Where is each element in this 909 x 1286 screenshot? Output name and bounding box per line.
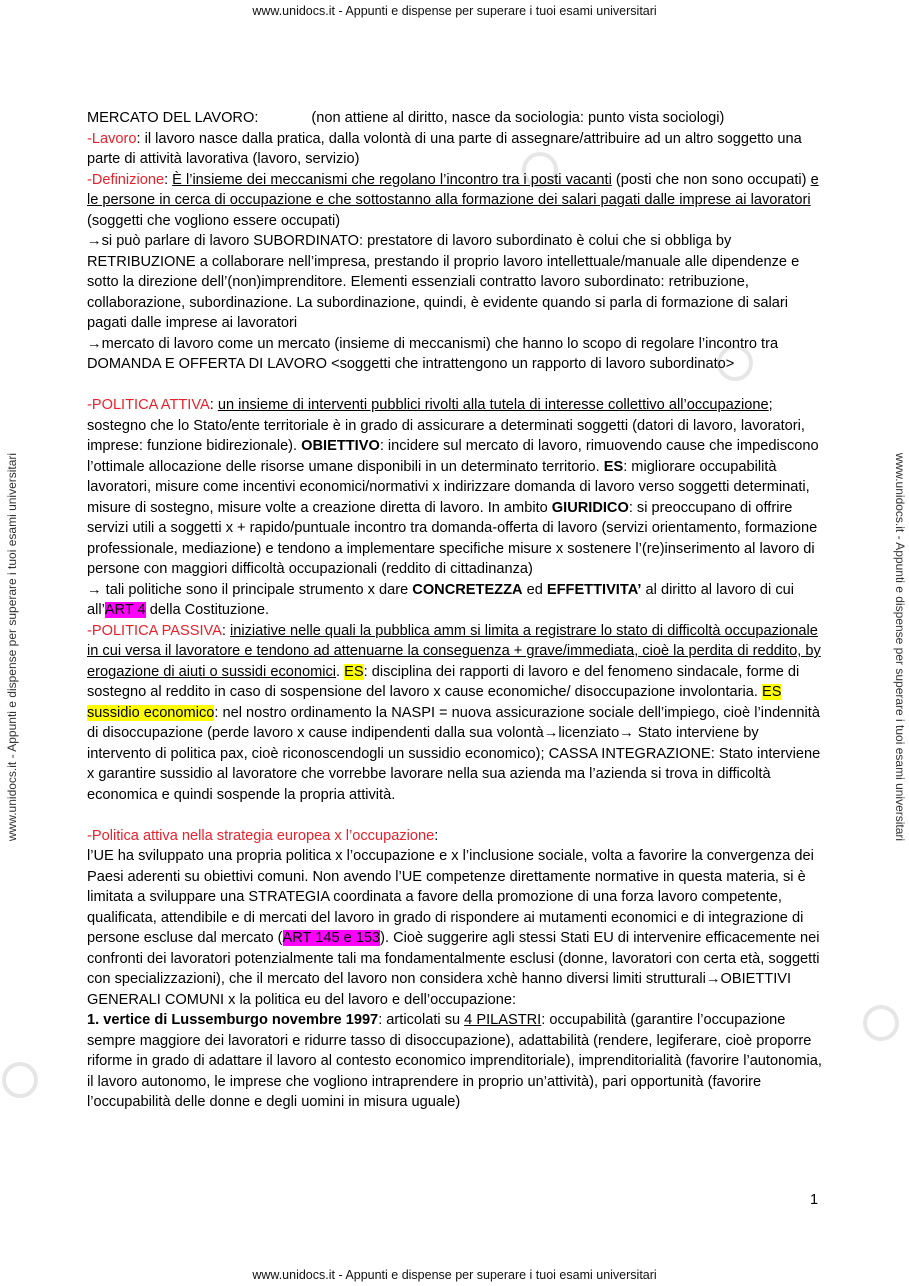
text: : (164, 171, 173, 188)
text: (posti che non sono occupati) (611, 171, 811, 188)
page-title: MERCATO DEL LAVORO: (87, 110, 259, 126)
title-note: (non attiene al diritto, nasce da sociologia: punto vista sociologi) (311, 110, 725, 126)
text: ). Cioè suggerire agli stessi Stati EU di intervenire efficacemente nei confronti dei lavoratori potenzialmente tali ma fondamentalmente esclusi (donne, lavoratori con certa età, soggetti con specializzazioni), che il mercato del lavoro non considera xchè hanno diversi limiti strutturali (87, 930, 820, 987)
side-watermark-right: www.unidocs.it - Appunti e dispense per superare i tuoi esami universitari (893, 452, 907, 842)
paragraph-politica-attiva (87, 395, 822, 580)
text: si può parlare di lavoro SUBORDINATO: prestatore di lavoro subordinato è colui che si obbliga by RETRIBUZIONE a collaborare nell’impresa, prestando il proprio lavoro intellettuale/manuale alle dipendenze e sotto la direzione dell’(non)imprenditore. Elementi essenziali contratto lavoro subordinato: retribuzione, collaborazione, subordinazione. La subordinazione, quindi, è evidente quando si parla di formazione di salari pagati dalle imprese ai lavoratori (87, 233, 800, 331)
label-politica-passiva: -POLITICA PASSIVA (87, 622, 222, 639)
text: (soggetti che vogliono essere occupati) (87, 212, 341, 229)
text: ; sostegno che lo Stato/ente territoriale è in grado di assicurare a determinati soggetti (datori di lavoro, lavoratori, imprese: funzione bidirezionale). (87, 397, 805, 454)
underlined-text: e le persone in cerca di occupazione e che sottostanno alla formazione dei salari pagati dalle imprese ai lavoratori (87, 171, 819, 208)
highlight-es: ES (344, 663, 364, 680)
arrow-icon: → (87, 335, 102, 352)
text: della Costituzione. (145, 602, 269, 618)
label-lavoro: -Lavoro (87, 130, 137, 147)
bold-label: ES (603, 458, 624, 475)
watermark-logo-icon (2, 1062, 38, 1098)
text: : (209, 397, 218, 413)
side-watermark-left: www.unidocs.it - Appunti e dispense per superare i tuoi esami universitari (5, 452, 19, 842)
bold-label: OBIETTIVO (301, 438, 380, 454)
footer-banner: www.unidocs.it - Appunti e dispense per superare i tuoi esami universitari (252, 1268, 657, 1282)
label-strategia-europea: -Politica attiva nella strategia europea x l’occupazione (87, 827, 435, 844)
header-banner: www.unidocs.it - Appunti e dispense per superare i tuoi esami universitari (252, 4, 657, 18)
underlined-text: iniziative nelle quali la pubblica amm si limita a registrare lo stato di difficoltà occupazionale in cui versa il lavoratore e tendono ad attenuarne la conseguenza + grave/immediata, cioè la perdita di reddito, by erogazione di aiuti o sussidi economici (87, 622, 821, 680)
title-line (87, 108, 822, 129)
arrow-icon: → (705, 971, 721, 987)
underlined-text: È l’insieme dei meccanismi che regolano l’incontro tra i posti vacanti (172, 171, 612, 188)
text: : occupabilità (garantire l’occupazione sempre maggiore dei lavoratori e ridurre tasso di disoccupazione), adattabilità (rendere, legiferare, cioè proporre riforme in grado di adattare il lavoro al contesto economico imprenditoriale), imprenditorialità (favorire l’autonomia, il lavoro autonomo, le imprese che vogliono intraprendere in proprio un’attività), pari opportunità (favorire l’occupabilità delle donne e degli uomini in misura uguale) (87, 1012, 822, 1110)
text: : (221, 622, 231, 639)
text: mercato di lavoro come un mercato (insieme di meccanismi) che hanno lo scopo di regolare l’incontro tra DOMANDA E OFFERTA DI LAVORO <soggetti che intrattengono un rapporto di lavoro subordinato> (87, 335, 779, 372)
underlined-text: un insieme di interventi pubblici rivolti alla tutela di interesse collettivo all’occupazione (217, 397, 769, 413)
paragraph-definizione (87, 170, 822, 232)
bold-label: EFFETTIVITA’ (546, 581, 642, 598)
paragraph-mercato (87, 334, 822, 375)
paragraph-vertice (87, 1010, 822, 1113)
document-body (87, 108, 822, 1113)
highlight-art145: ART 145 e 153 (282, 930, 381, 946)
text: l’UE ha sviluppato una propria politica x l’occupazione e x l’inclusione sociale, volta a favorire la convergenza dei Paesi aderenti su obiettivi comuni. Non avendo l’UE competenze direttamente normative in questa materia, si è limitata a sviluppare una STRATEGIA coordinata a favore della promozione di una forza lavoro competente, qualificata, attendibile e di mercati del lavoro in grado di rispondere ai mutamenti economici e di integrazione di persone escluse dal mercato ( (87, 848, 814, 946)
arrow-icon: → (87, 233, 102, 249)
watermark-logo-icon (863, 1005, 899, 1041)
text: : incidere sul mercato di lavoro, rimuovendo cause che impediscono l’ottimale allocazione delle risorse umane disponibili in un determinato territorio. (87, 438, 819, 475)
paragraph-subordinato (87, 231, 822, 334)
text: tali politiche sono il principale strumento x dare (101, 581, 413, 598)
text: al diritto al lavoro di cui all’ (87, 581, 794, 618)
arrow-icon: → (87, 581, 102, 598)
text: ed (522, 581, 547, 598)
label-politica-attiva: -POLITICA ATTIVA (87, 397, 210, 413)
highlight-es-sussidio: ES sussidio economico (87, 684, 782, 721)
paragraph-lavoro (87, 129, 822, 170)
highlight-art4: ART 4 (104, 602, 146, 618)
text: . (336, 663, 345, 680)
paragraph-strategia-europea-heading (87, 826, 822, 847)
paragraph-strategia-europea (87, 846, 822, 1010)
text: : (434, 827, 439, 844)
paragraph-strumento (87, 580, 822, 621)
page-number: 1 (810, 1192, 819, 1208)
bold-label: 1. vertice di Lussemburgo novembre 1997 (87, 1012, 379, 1028)
text: : articolati su (378, 1012, 465, 1028)
label-definizione: -Definizione (87, 171, 165, 188)
text: : migliorare occupabilità lavoratori, misure come incentivi economici/normativi x indirizzare domanda di lavoro verso soggetti determinati, misure di sostegno, misure volte a creazione diretta di lavoro. In ambito (87, 458, 810, 516)
bold-label: GIURIDICO (551, 499, 629, 516)
text: : il lavoro nasce dalla pratica, dalla volontà di una parte di assegnare/attribuire ad un altro soggetto una parte di attività lavorativa (lavoro, servizio) (87, 130, 802, 167)
paragraph-politica-passiva (87, 621, 822, 806)
text: : si preoccupano di offrire servizi utili a soggetti x + rapido/puntuale incontro tra domanda-offerta di lavoro (servizi orientamento, formazione professionale, mediazione) e tendono a implementare specifiche misure x sostenere l’(re)inserimento al lavoro di persone con maggiori difficoltà occupazionali (reddito di cittadinanza) (87, 499, 818, 577)
underlined-text: 4 PILASTRI (464, 1012, 542, 1028)
text: : nel nostro ordinamento la NASPI = nuova assicurazione sociale dell’impiego, cioè l’indennità di disoccupazione (perde lavoro x cause indipendenti dalla sua volontà→licenziato→ Stato interviene by intervento di politica pax, cioè riconoscendogli un sussidio economico); CASSA INTEGRAZIONE: Stato interviene x garantire sussidio al lavoratore che vorrebbe lavorare nella sua azienda ma l’azienda si trova in difficoltà economica e quindi sospende la propria attività. (87, 704, 821, 803)
bold-label: CONCRETEZZA (412, 581, 523, 598)
text: : disciplina dei rapporti di lavoro e del fenomeno sindacale, forme di sostegno al reddito in caso di sospensione del lavoro x cause economiche/ disoccupazione involontaria. (87, 663, 800, 700)
text: OBIETTIVI GENERALI COMUNI x la politica eu del lavoro e dell’occupazione: (87, 971, 792, 1008)
